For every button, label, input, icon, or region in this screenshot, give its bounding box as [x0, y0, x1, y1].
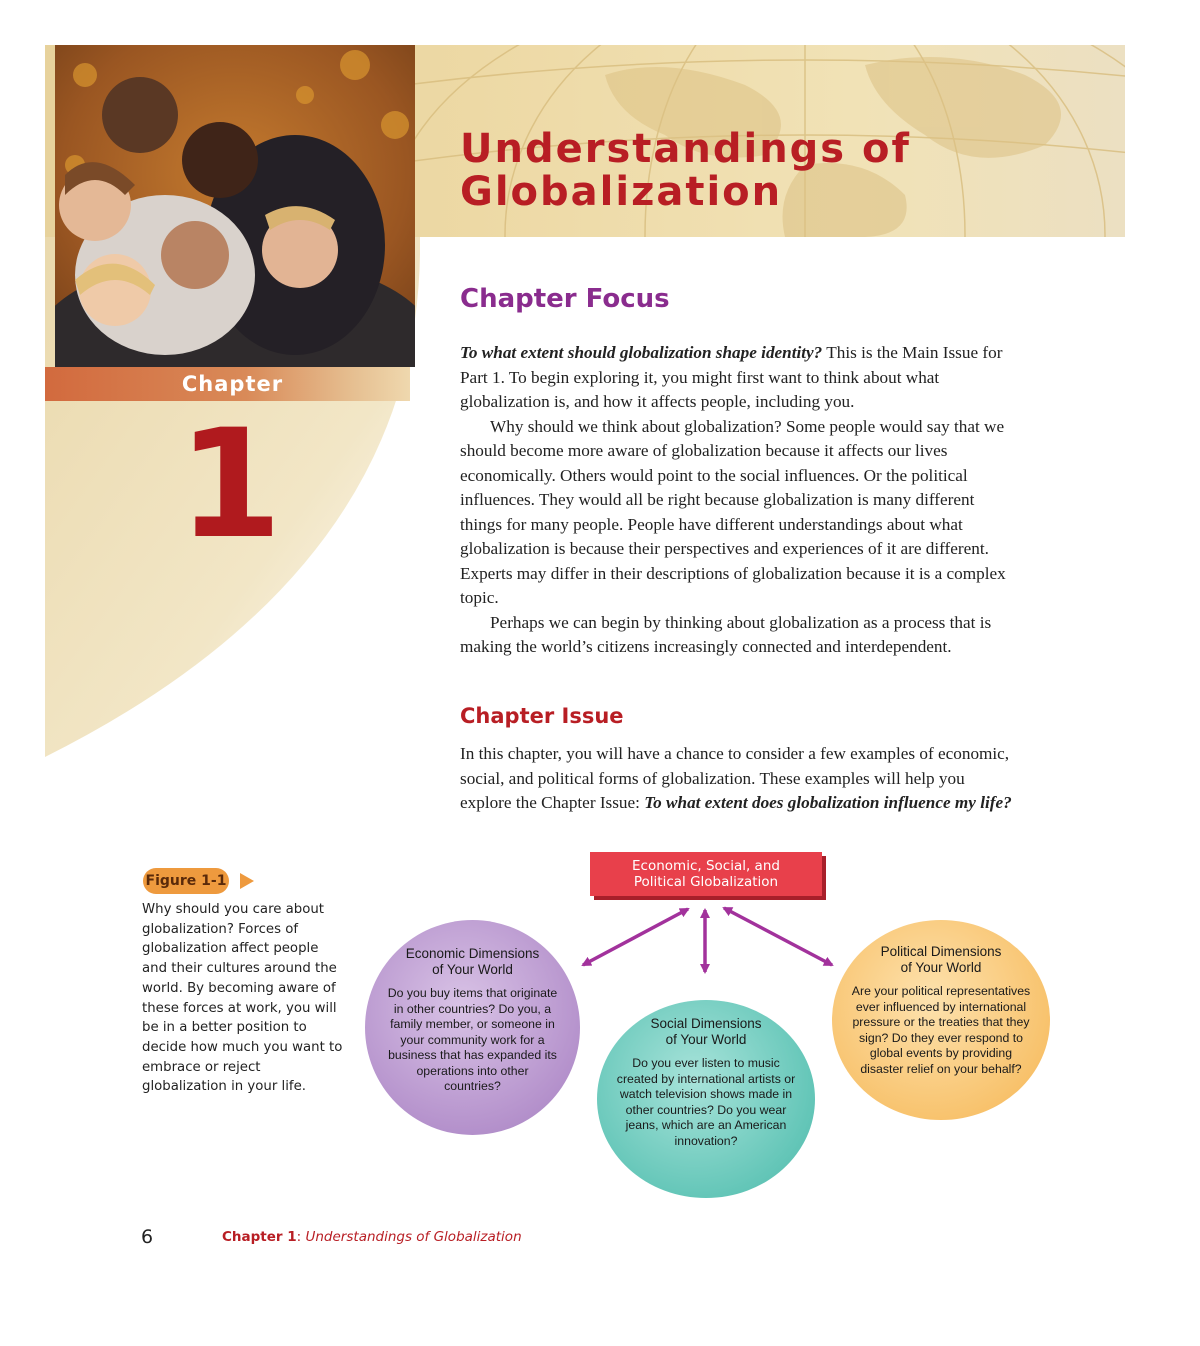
chapter-issue-question: To what extent does globalization influence my life? — [644, 793, 1012, 812]
social-dimensions-circle — [597, 1000, 815, 1198]
economic-text: Do you buy items that originate in other countries? Do you, a family member, or someone in your community work for a business that has expanded its operations into other countries? — [387, 986, 558, 1093]
globalization-box — [590, 852, 822, 896]
focus-paragraph-1 — [460, 341, 1020, 415]
economic-dimensions-circle — [365, 920, 580, 1135]
students-photo — [55, 45, 415, 367]
focus-paragraph-3: Perhaps we can begin by thinking about globalization as a process that is making the world’s citizens increasingly connected and interdependent. — [460, 612, 992, 656]
page-number: 6 — [141, 1226, 154, 1248]
political-title-line-1: Political Dimensions — [880, 944, 1002, 959]
social-title-line-2: of Your World — [665, 1032, 747, 1047]
chapter-issue-text — [460, 742, 1020, 816]
figure-caption: Why should you care about globalization? Forces of globalization affect people and their cultures around the world. By becoming aware of these forces at work, you will be in a better position to decide how much you want to embrace or reject globalization in your life. — [142, 902, 343, 1095]
arrow-to-economic — [583, 909, 688, 965]
political-dimensions-circle — [832, 920, 1050, 1120]
chapter-label-bar — [45, 367, 410, 401]
chapter-focus-heading: Chapter Focus — [460, 284, 670, 314]
globalization-box-line-1: Economic, Social, and — [632, 858, 780, 874]
footer-chapter-title: Understandings of Globalization — [305, 1229, 522, 1245]
title-line-1: Understandings of — [460, 126, 911, 172]
social-title — [615, 1016, 797, 1048]
political-text: Are your political representatives ever influenced by international pressure or the treaties that they sign? Do they ever respond to global events by providing disaster relief on your behalf? — [851, 984, 1031, 1076]
figure-badge: Figure 1-1 — [143, 868, 229, 894]
focus-paragraph-1-text: This is the Main Issue for Part 1. To begin exploring it, you might first want to think about what globalization is, and how it affects people, including you. — [460, 343, 1003, 411]
globalization-box-line-2: Political Globalization — [633, 874, 779, 890]
economic-title-line-2: of Your World — [432, 962, 513, 977]
group-of-teens-image — [55, 45, 415, 367]
footer-chapter-ref: Chapter 1 — [222, 1229, 297, 1245]
issue-paragraph — [460, 742, 1020, 816]
chapter-issue-heading: Chapter Issue — [460, 704, 624, 728]
political-title — [850, 944, 1032, 976]
social-title-line-1: Social Dimensions — [650, 1016, 762, 1031]
page-title — [460, 128, 1100, 214]
economic-title-line-1: Economic Dimensions — [405, 946, 540, 961]
social-text: Do you ever listen to music created by international artists or watch television shows made in other countries? Do you wear jeans, which are an American innovation? — [616, 1056, 796, 1148]
economic-title — [387, 946, 558, 978]
running-footer — [222, 1229, 522, 1245]
chapter-label: Chapter — [181, 372, 284, 396]
political-title-line-2: of Your World — [900, 960, 982, 975]
figure-pointer-icon — [240, 873, 254, 889]
chapter-number: 1 — [177, 398, 283, 572]
chapter-focus-text — [460, 341, 1020, 660]
issue-text: In this chapter, you will have a chance to consider a few examples of economic, social, and political forms of globalization. These examples will help you explore the Chapter Issue: — [460, 744, 1010, 812]
footer-separator: : — [296, 1229, 306, 1245]
main-issue-question: To what extent should globalization shape identity? — [460, 343, 823, 362]
title-line-2: Globalization — [460, 169, 783, 215]
arrow-to-political — [724, 908, 832, 965]
focus-paragraph-2: Why should we think about globalization? Some people would say that we should become more aware of globalization because it affects our lives economically. Others would point to the social influences. Or the political influences. They would all be right because globalization is many different things for many people. People have different understandings about what globalization is because their perspectives and experiences of it are different. Experts may differ in their descriptions of globalization because it is a complex topic. — [460, 416, 1006, 607]
